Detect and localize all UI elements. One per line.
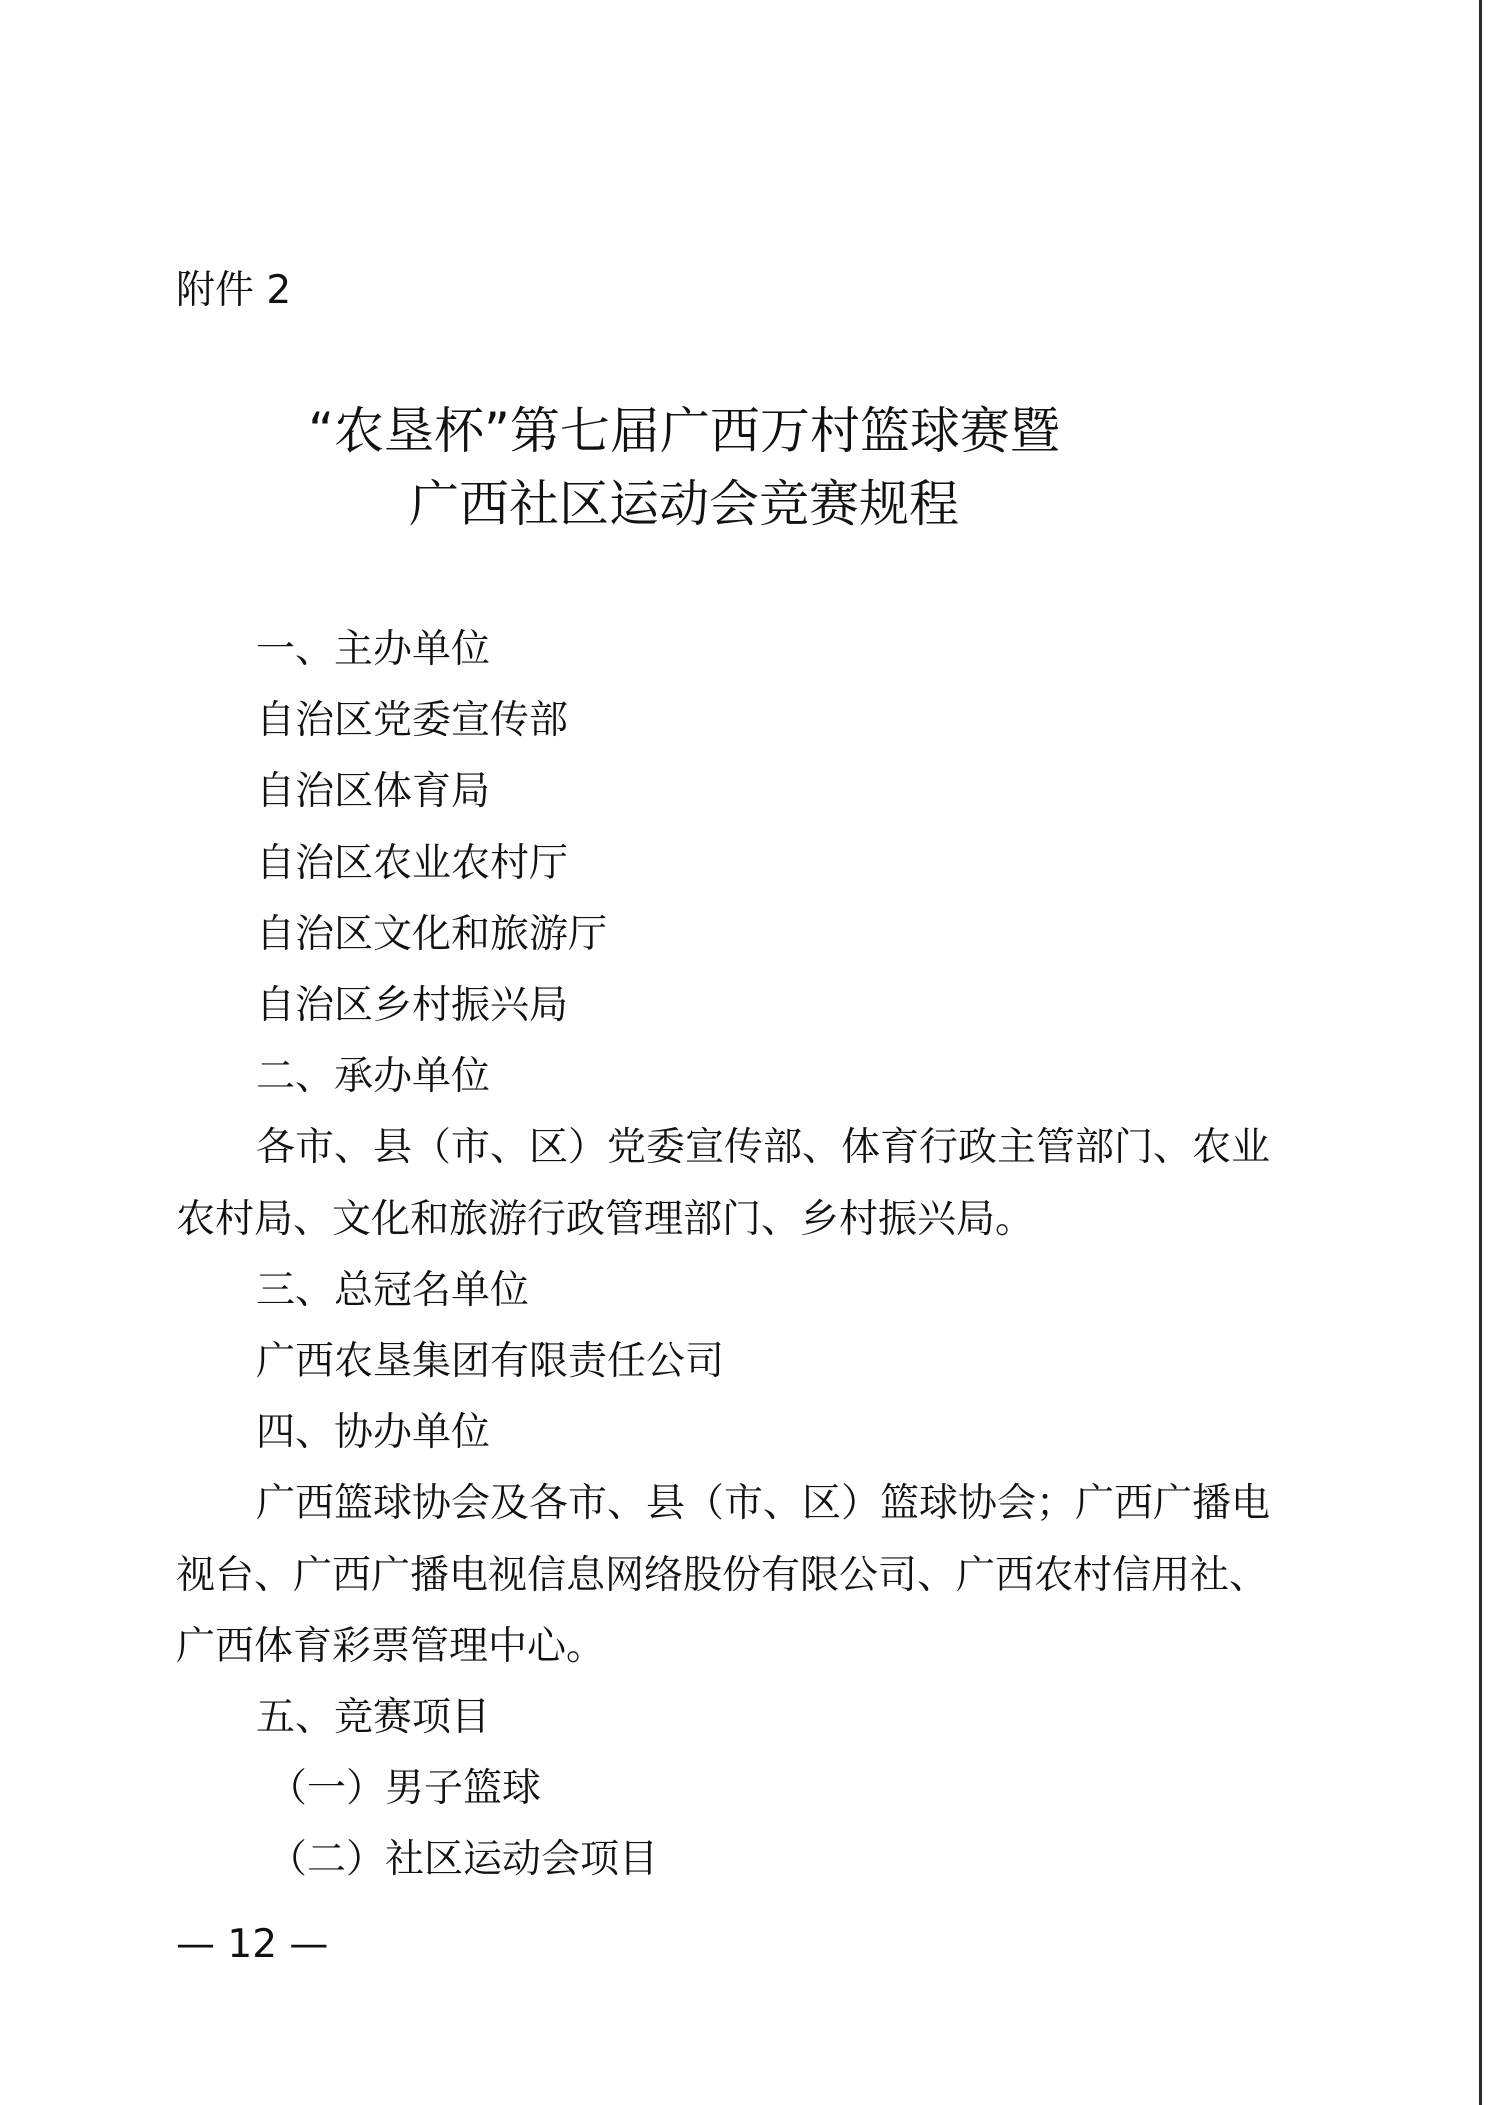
document-body (176, 614, 1316, 1896)
organizer-item: 自治区体育局 (256, 769, 491, 815)
section-heading-title-sponsor: 三、总冠名单位 (256, 1267, 530, 1313)
organizer-item: 自治区党委宣传部 (256, 698, 569, 744)
hosts-paragraph-line: 各市、县（市、区）党委宣传部、体育行政主管部门、农业 (256, 1125, 1271, 1171)
document-title-line-1: “农垦杯”第七届广西万村篮球赛暨 (308, 402, 1060, 460)
co-organizers-paragraph-line: 视台、广西广播电视信息网络股份有限公司、广西农村信用社、 (176, 1552, 1269, 1598)
hosts-paragraph-line: 农村局、文化和旅游行政管理部门、乡村振兴局。 (176, 1196, 1035, 1242)
co-organizers-paragraph-line: 广西体育彩票管理中心。 (176, 1623, 606, 1669)
co-organizers-paragraph-line: 广西篮球协会及各市、县（市、区）篮球协会；广西广播电 (256, 1481, 1271, 1527)
section-heading-co-organizers: 四、协办单位 (256, 1410, 491, 1456)
organizer-item: 自治区农业农村厅 (256, 840, 569, 886)
section-heading-organizers: 一、主办单位 (256, 627, 491, 672)
document-title-line-2: 广西社区运动会竞赛规程 (409, 475, 959, 533)
organizer-item: 自治区文化和旅游厅 (256, 911, 608, 957)
attachment-label: 附件 2 (176, 268, 292, 313)
page-right-edge-line (1479, 0, 1482, 2105)
section-heading-hosts: 二、承办单位 (256, 1054, 491, 1100)
page-number: — 12 — (176, 1922, 329, 1967)
title-sponsor-item: 广西农垦集团有限责任公司 (256, 1339, 725, 1385)
event-item: （一）男子篮球 (268, 1766, 542, 1812)
event-item: （二）社区运动会项目 (268, 1837, 659, 1883)
section-heading-events: 五、竞赛项目 (256, 1695, 491, 1741)
organizer-item: 自治区乡村振兴局 (256, 983, 569, 1029)
